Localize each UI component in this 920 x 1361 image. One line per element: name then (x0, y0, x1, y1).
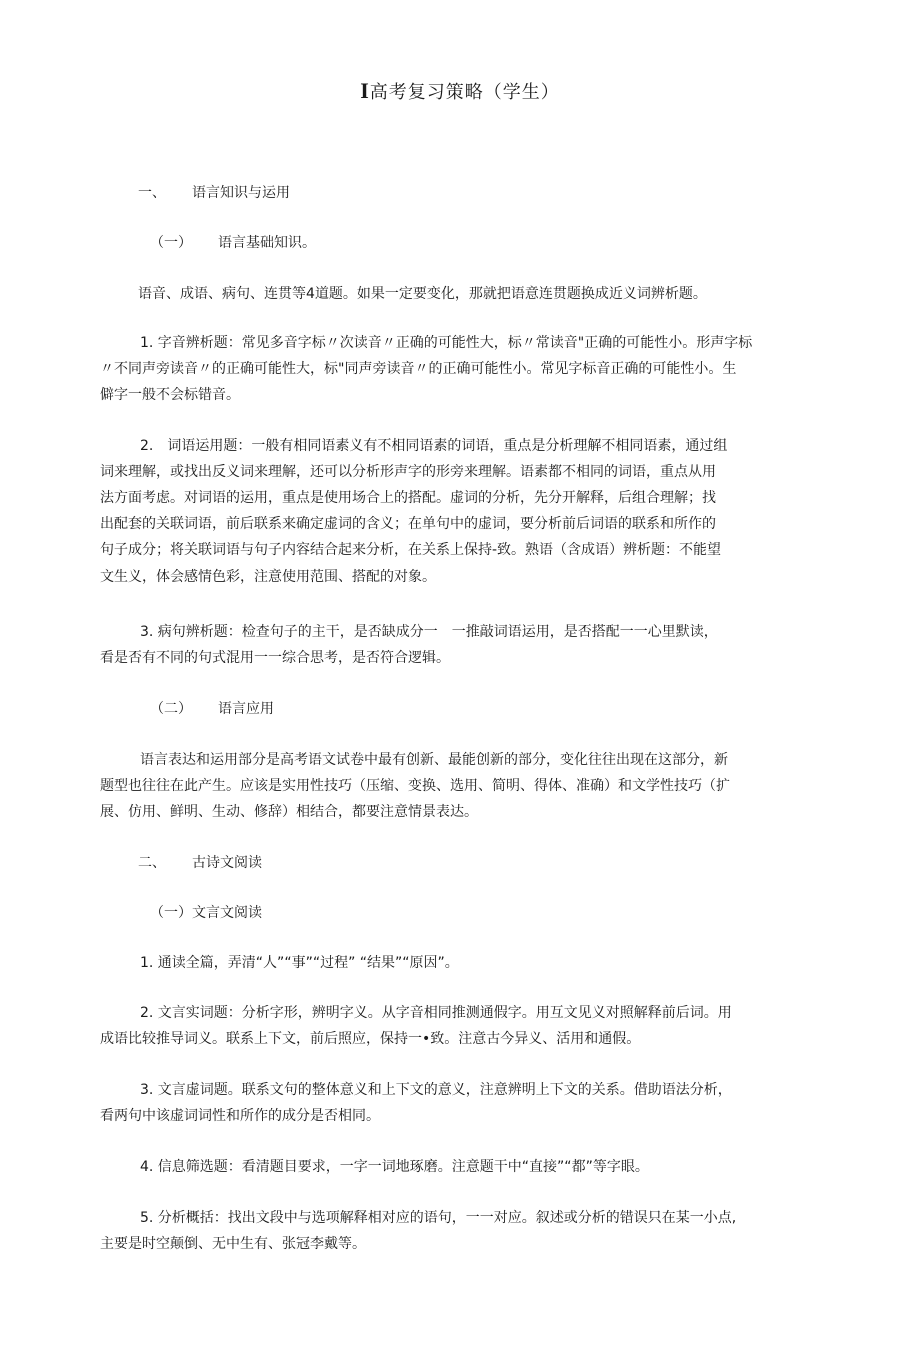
paragraph-line: 词来理解，或找出反义词来理解，还可以分析形声字的形旁来理解。语素都不相同的词语，重点从用 (100, 464, 716, 480)
section-title: 语言知识与运用 (192, 185, 290, 201)
paragraph-line: 题型也往往在此产生。应该是实用性技巧（压缩、变换、选用、简明、得体、准确）和文学性技巧（扩 (100, 778, 730, 794)
subsection-heading-1 (150, 233, 316, 253)
paragraph-line: 主要是时空颠倒、无中生有、张冠李戴等。 (100, 1236, 366, 1252)
paragraph-line: 文生义，体会感情色彩，注意使用范围、搭配的对象。 (100, 569, 436, 585)
paragraph-line: 5. 分析概括：找出文段中与选项解释相对应的语句，一一对应。叙述或分析的错误只在某一小点, (140, 1210, 737, 1226)
paragraph-line: 2. 文言实词题：分析字形，辨明字义。从字音相同推测通假字。用互文见义对照解释前后词。用 (140, 1005, 732, 1021)
subsection-number: （二） (150, 701, 192, 717)
title-text: 高考复习策略（学生） (369, 82, 560, 103)
paragraph-line: 出配套的关联词语，前后联系来确定虚词的含义；在单句中的虚词，要分析前后词语的联系和所作的 (100, 516, 716, 532)
paragraph-line: 1. 字音辨析题：常见多音字标〃次读音〃正确的可能性大，标〃常读音"正确的可能性小。形声字标 (140, 335, 753, 351)
paragraph-line: 〃不同声旁读音〃的正确可能性大，标"同声旁读音〃的正确可能性小。常见字标音正确的可能性小。生 (100, 361, 737, 377)
section-heading-2 (138, 853, 262, 873)
paragraph-line: 语音、成语、病句、连贯等4道题。如果一定要变化，那就把语意连贯题换成近义词辨析题。 (138, 286, 707, 302)
paragraph-line: 2. 词语运用题：一般有相同语素义有不相同语素的词语，重点是分析理解不相同语素，通过组 (140, 438, 728, 454)
subsection-title: 语言基础知识。 (218, 235, 316, 251)
title-mark: I (360, 78, 370, 103)
paragraph-line: 成语比较推导词义。联系上下文，前后照应，保持一•致。注意古今异义、活用和通假。 (100, 1031, 641, 1047)
paragraph-line: 3. 病句辨析题：检查句子的主干，是否缺成分一 一推敲词语运用，是否搭配一一心里默读， (140, 624, 718, 640)
paragraph-line: 语言表达和运用部分是高考语文试卷中最有创新、最能创新的部分，变化往往出现在这部分，新 (140, 752, 728, 768)
subsection-title: 语言应用 (218, 701, 274, 717)
paragraph-line: 3. 文言虚词题。联系文句的整体意义和上下文的意义，注意辨明上下文的关系。借助语法分析， (140, 1082, 732, 1098)
paragraph-line: 句子成分；将关联词语与句子内容结合起来分析，在关系上保持-致。熟语（含成语）辨析题：不能望 (100, 542, 722, 558)
paragraph-line: 1. 通读全篇，弄清“人”“事”“过程” “结果”“原因”。 (140, 955, 459, 971)
paragraph-line: 看两句中该虚词词性和所作的成分是否相同。 (100, 1108, 380, 1124)
paragraph-line: 法方面考虑。对词语的运用，重点是使用场合上的搭配。虚词的分析，先分开解释，后组合理解；找 (100, 490, 716, 506)
paragraph-line: 僻字一般不会标错音。 (100, 387, 240, 403)
section-heading-1 (138, 183, 290, 203)
paragraph-line: 4. 信息筛选题：看清题目要求，一字一词地琢磨。注意题干中“直接”“都”等字眼。 (140, 1159, 649, 1175)
section-title: 古诗文阅读 (192, 855, 262, 871)
section-number: 一、 (138, 185, 166, 201)
subsection-heading-2 (150, 699, 274, 719)
section-number: 二、 (138, 855, 166, 871)
subsection-heading-3: （一）文言文阅读 (150, 905, 262, 921)
paragraph-line: 展、仿用、鲜明、生动、修辞）相结合，都要注意情景表达。 (100, 804, 478, 820)
paragraph-line: 看是否有不同的句式混用一一综合思考，是否符合逻辑。 (100, 650, 450, 666)
subsection-number: （一） (150, 235, 192, 251)
document-title (0, 78, 920, 104)
